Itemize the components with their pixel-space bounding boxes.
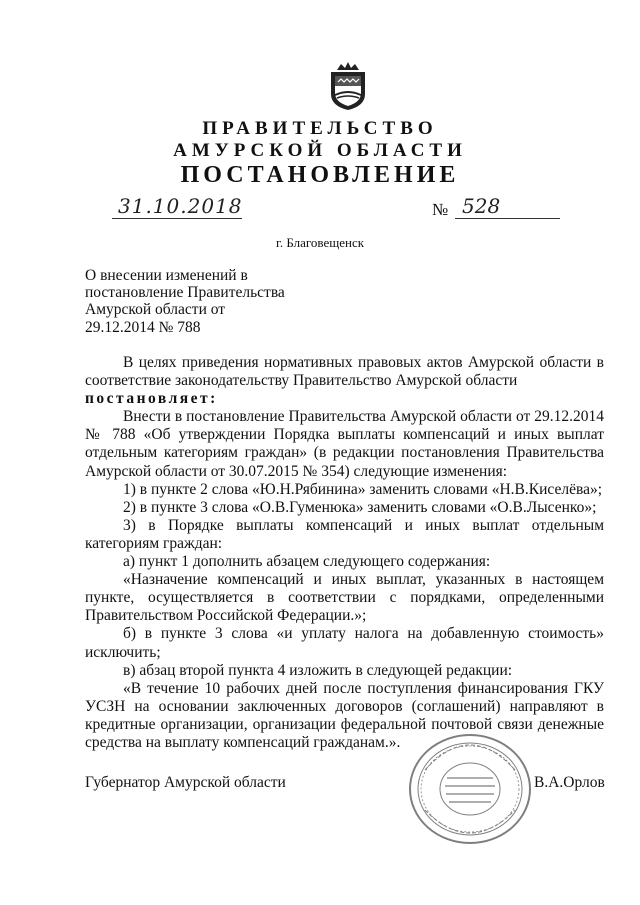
document-type-title: ПОСТАНОВЛЕНИЕ	[180, 162, 460, 188]
main-line: отдельным категориям граждан» (в редакции постановления Правительства	[85, 444, 604, 462]
quote-a-line: «Назначение компенсаций и иных выплат, указанных в настоящем	[123, 571, 604, 589]
preamble-line: В целях приведения нормативных правовых актов Амурской области в	[123, 354, 604, 371]
official-seal-icon	[405, 730, 535, 848]
quote-a-line: Правительством Российской Федерации.»;	[85, 607, 367, 625]
document-subject	[85, 267, 285, 336]
document-body	[85, 354, 604, 752]
governor-title: Губернатор Амурской области	[85, 774, 286, 791]
number-sign: №	[432, 200, 449, 219]
main-line: Внести в постановление Правительства Амурской области от 29.12.2014	[123, 408, 604, 426]
handwritten-number: 528	[462, 194, 501, 218]
quote-a-line: пункте, осуществляется в соответствии с порядками, определенными	[85, 589, 604, 607]
subject-line: Амурской области от	[85, 301, 226, 319]
main-line: № 788 «Об утверждении Порядка выплаты компенсаций и иных выплат	[85, 426, 604, 444]
sub-item-b: б) в пункте 3 слова «и уплату налога на добавленную стоимость»	[123, 625, 604, 643]
list-item-3-cont: категориям граждан:	[85, 534, 223, 552]
date-underline	[112, 218, 242, 219]
list-item-2: 2) в пункте 3 слова «О.В.Гуменюка» заменить словами «О.В.Лысенко»;	[123, 498, 597, 516]
city: г. Благовещенск	[275, 235, 365, 250]
number-underline	[455, 218, 560, 219]
subject-line: постановление Правительства	[85, 284, 285, 302]
region-title: АМУРСКОЙ ОБЛАСТИ	[173, 140, 467, 161]
list-item-3: 3) в Порядке выплаты компенсаций и иных выплат отдельным	[123, 516, 604, 534]
quote-c-line: УСЗН на основании заключенных договоров (соглашений) направляют в	[85, 697, 604, 715]
government-title: ПРАВИТЕЛЬСТВО	[202, 118, 438, 139]
subject-line: О внесении изменений в	[85, 267, 248, 284]
subject-line: 29.12.2014 № 788	[85, 318, 201, 336]
coat-of-arms-icon	[323, 60, 373, 112]
list-item-1: 1) в пункте 2 слова «Ю.Н.Рябинина» заменить словами «Н.В.Киселёва»;	[123, 480, 603, 498]
quote-c-line: средства на выплату компенсаций гражданам.».	[85, 733, 401, 751]
main-line: Амурской области от 30.07.2015 № 354) следующие изменения:	[85, 462, 508, 480]
quote-c-line: «В течение 10 рабочих дней после поступления финансирования ГКУ	[123, 679, 604, 697]
sub-item-c: в) абзац второй пункта 4 изложить в следующей редакции:	[123, 661, 513, 679]
preamble-line: соответствие законодательству Правительство Амурской области	[85, 372, 518, 390]
handwritten-date: 31.10.2018	[118, 194, 243, 218]
sub-item-a: а) пункт 1 дополнить абзацем следующего содержания:	[123, 553, 491, 571]
sub-item-b-cont: исключить;	[85, 643, 161, 661]
governor-name: В.А.Орлов	[534, 774, 605, 791]
quote-c-line: кредитные организации, организации федеральной почтовой связи денежные	[85, 715, 604, 733]
resolves-word: постановляет:	[85, 390, 218, 408]
